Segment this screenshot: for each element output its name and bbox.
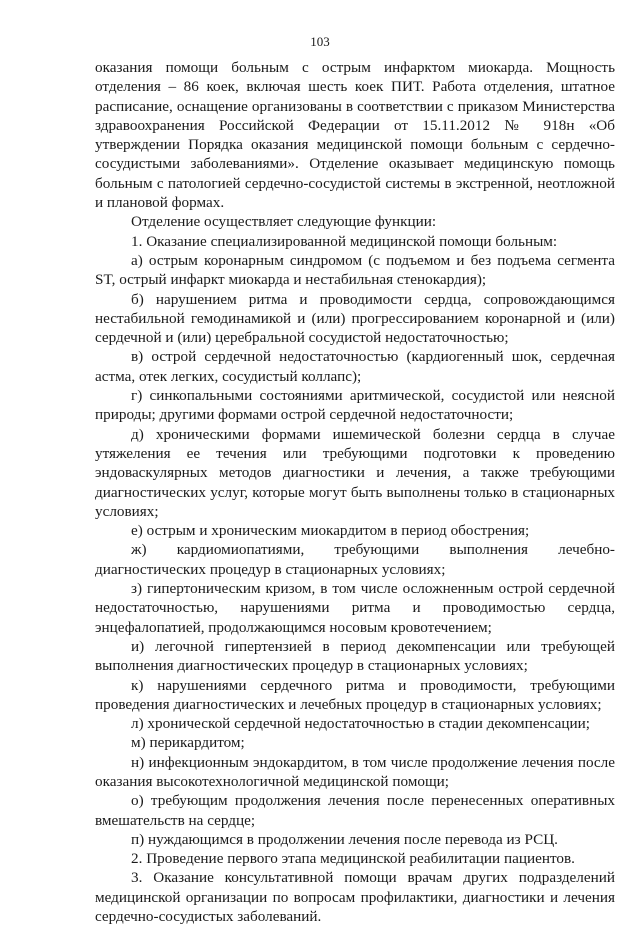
paragraph-item-3: 3. Оказание консультативной помощи врачам других подразделений медицинской организации по вопросам профилактики, диагностики и лечения сердечно-сосудистых заболеваний. <box>95 869 615 926</box>
paragraph-subitem-z: з) гипертоническим кризом, в том числе осложненным острой сердечной недостаточностью, нарушениями ритма и проводимостью сердца, энцефалопатией, продолжающимся носовым кровотечением; <box>95 580 615 636</box>
document-body <box>95 58 615 926</box>
paragraph-department-capacity: оказания помощи больным с острым инфарктом миокарда. Мощность отделения – 86 коек, включая шесть коек ПИТ. Работа отделения, штатное расписание, оснащение организованы в соответствии с приказом Министерства здравоохранения Российской Федерации от 15.11.2012 № 918н «Об утверждении Порядка оказания медицинской помощи больным с сердечно-сосудистыми заболеваниями». Отделение оказывает медицинскую помощь больным с патологией сердечно-сосудистой системы в экстренной, неотложной и плановой формах. <box>95 59 615 212</box>
paragraph-subitem-zh: ж) кардиомиопатиями, требующими выполнения лечебно-диагностических процедур в стационарных условиях; <box>95 541 615 578</box>
paragraph-subitem-v: в) острой сердечной недостаточностью (кардиогенный шок, сердечная астма, отек легких, сосудистый коллапс); <box>95 348 615 385</box>
paragraph-subitem-p: п) нуждающимся в продолжении лечения после перевода из РСЦ. <box>131 830 558 848</box>
paragraph-subitem-k: к) нарушениями сердечного ритма и проводимости, требующими проведения диагностических и лечебных процедур в стационарных условиях; <box>95 676 615 713</box>
paragraph-subitem-d: д) хроническими формами ишемической болезни сердца в случае утяжеления ее течения или требующими подготовки к проведению эндоваскулярных методов диагностики и лечения, а также требующими диагностических услуг, которые могут быть выполнены только в стационарных условиях; <box>95 425 615 520</box>
paragraph-subitem-l: л) хронической сердечной недостаточностью в стадии декомпенсации; <box>131 715 590 733</box>
paragraph-subitem-b: б) нарушением ритма и проводимости сердца, сопровождающимся нестабильной гемодинамикой и (или) прогрессированием коронарной и (или) сердечной и (или) церебральной сосудистой недостаточностью; <box>95 290 615 347</box>
paragraph-subitem-e: е) острым и хроническим миокардитом в период обострения; <box>131 522 530 540</box>
page-number: 103 <box>310 34 330 49</box>
paragraph-item-1: 1. Оказание специализированной медицинской помощи больным: <box>131 232 558 250</box>
paragraph-functions-intro: Отделение осуществляет следующие функции: <box>131 213 437 231</box>
paragraph-subitem-n: н) инфекционным эндокардитом, в том числе продолжение лечения после оказания высокотехнологичной медицинской помощи; <box>95 753 615 790</box>
paragraph-subitem-a: а) острым коронарным синдромом (с подъемом и без подъема сегмента ST, острый инфаркт миокарда и нестабильная стенокардия); <box>95 251 615 289</box>
paragraph-subitem-o: о) требующим продолжения лечения после перенесенных оперативных вмешательств на сердце; <box>95 792 615 829</box>
paragraph-subitem-i: и) легочной гипертензией в период декомпенсации или требующей выполнения диагностических процедур в стационарных условиях; <box>95 637 615 675</box>
paragraph-item-2: 2. Проведение первого этапа медицинской реабилитации пациентов. <box>131 850 575 868</box>
paragraph-subitem-m: м) перикардитом; <box>131 734 245 752</box>
paragraph-subitem-g: г) синкопальными состояниями аритмической, сосудистой или неясной природы; другими формами острой сердечной недостаточности; <box>95 387 615 424</box>
